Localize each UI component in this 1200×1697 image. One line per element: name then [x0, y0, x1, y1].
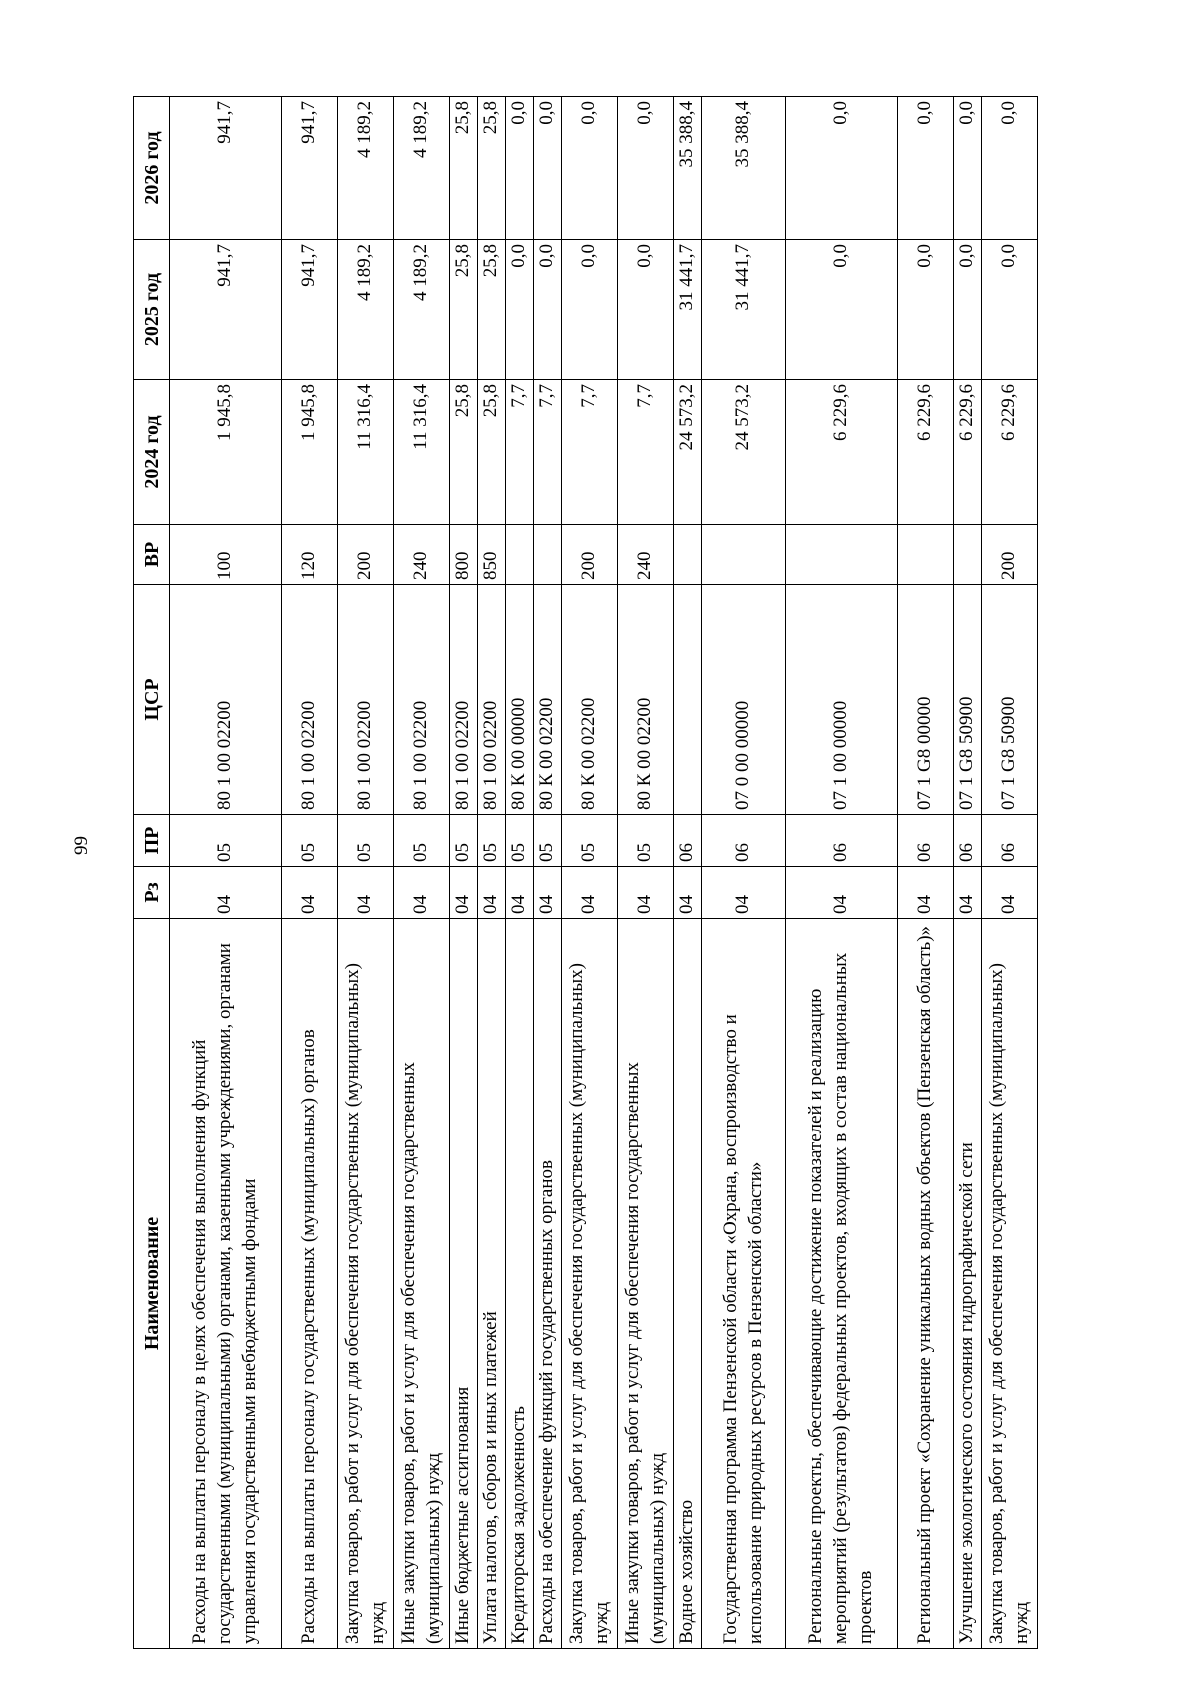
cell-rz: 04	[702, 867, 786, 919]
cell-2026: 35 388,4	[702, 97, 786, 240]
cell-2026: 25,8	[478, 97, 506, 240]
header-name: Наименование	[134, 919, 170, 1649]
cell-pr: 06	[674, 815, 702, 867]
cell-rz: 04	[450, 867, 478, 919]
cell-rz: 04	[954, 867, 982, 919]
cell-2026: 25,8	[450, 97, 478, 240]
cell-name: Иные закупки товаров, работ и услуг для обеспечения государственных (муниципальных) нужд	[618, 919, 674, 1649]
cell-rz: 04	[786, 867, 898, 919]
cell-name: Кредиторская задолженность	[506, 919, 534, 1649]
cell-csr: 07 1 G8 50900	[982, 585, 1038, 815]
cell-vr: 200	[982, 525, 1038, 585]
cell-rz: 04	[898, 867, 954, 919]
cell-name: Иные бюджетные ассигнования	[450, 919, 478, 1649]
cell-vr	[674, 525, 702, 585]
cell-pr: 06	[702, 815, 786, 867]
cell-2024: 6 229,6	[982, 380, 1038, 525]
table-row	[898, 97, 954, 1649]
cell-csr: 80 К 00 02200	[618, 585, 674, 815]
cell-rz: 04	[478, 867, 506, 919]
cell-2025: 0,0	[954, 240, 982, 380]
cell-csr: 07 1 G8 50900	[954, 585, 982, 815]
cell-name: Региональные проекты, обеспечивающие достижение показателей и реализацию мероприятий (результатов) федеральных проектов, входящих в состав национальных проектов	[786, 919, 898, 1649]
header-2026: 2026 год	[134, 97, 170, 240]
cell-name: Иные закупки товаров, работ и услуг для обеспечения государственных (муниципальных) нужд	[394, 919, 450, 1649]
cell-pr: 06	[786, 815, 898, 867]
cell-2025: 0,0	[534, 240, 562, 380]
cell-2026: 0,0	[562, 97, 618, 240]
header-pr: ПР	[134, 815, 170, 867]
cell-vr: 850	[478, 525, 506, 585]
cell-2024: 7,7	[534, 380, 562, 525]
cell-pr: 06	[954, 815, 982, 867]
table-row	[534, 97, 562, 1649]
cell-pr: 05	[170, 815, 282, 867]
cell-2026: 0,0	[618, 97, 674, 240]
table-row	[954, 97, 982, 1649]
header-csr: ЦСР	[134, 585, 170, 815]
cell-2025: 0,0	[898, 240, 954, 380]
cell-name: Улучшение экологического состояния гидрографической сети	[954, 919, 982, 1649]
table-row	[478, 97, 506, 1649]
cell-2025: 25,8	[478, 240, 506, 380]
cell-pr: 05	[478, 815, 506, 867]
cell-2024: 6 229,6	[954, 380, 982, 525]
cell-2024: 25,8	[450, 380, 478, 525]
cell-csr: 80 1 00 02200	[170, 585, 282, 815]
cell-pr: 06	[982, 815, 1038, 867]
cell-csr: 07 1 00 00000	[786, 585, 898, 815]
table-row	[674, 97, 702, 1649]
table-header-row	[134, 97, 170, 1649]
cell-csr: 80 1 00 02200	[394, 585, 450, 815]
table-row	[982, 97, 1038, 1649]
cell-name: Расходы на выплаты персоналу государственных (муниципальных) органов	[282, 919, 338, 1649]
cell-vr: 120	[282, 525, 338, 585]
cell-csr	[674, 585, 702, 815]
budget-table	[133, 96, 1038, 1649]
cell-pr: 06	[898, 815, 954, 867]
cell-2026: 4 189,2	[394, 97, 450, 240]
table-row	[618, 97, 674, 1649]
cell-2026: 941,7	[170, 97, 282, 240]
cell-csr: 80 1 00 02200	[450, 585, 478, 815]
cell-2025: 0,0	[618, 240, 674, 380]
table-row	[702, 97, 786, 1649]
cell-rz: 04	[618, 867, 674, 919]
cell-2024: 11 316,4	[338, 380, 394, 525]
cell-vr: 240	[394, 525, 450, 585]
cell-rz: 04	[562, 867, 618, 919]
cell-2024: 7,7	[618, 380, 674, 525]
cell-rz: 04	[674, 867, 702, 919]
cell-rz: 04	[394, 867, 450, 919]
table-row	[338, 97, 394, 1649]
cell-csr: 07 0 00 00000	[702, 585, 786, 815]
cell-2025: 941,7	[282, 240, 338, 380]
cell-name: Водное хозяйство	[674, 919, 702, 1649]
cell-pr: 05	[282, 815, 338, 867]
cell-rz: 04	[170, 867, 282, 919]
cell-pr: 05	[618, 815, 674, 867]
cell-2024: 24 573,2	[674, 380, 702, 525]
cell-csr: 80 1 00 02200	[282, 585, 338, 815]
cell-csr: 80 1 00 02200	[478, 585, 506, 815]
table-row	[450, 97, 478, 1649]
cell-2025: 0,0	[506, 240, 534, 380]
cell-2026: 0,0	[534, 97, 562, 240]
cell-vr: 800	[450, 525, 478, 585]
cell-rz: 04	[338, 867, 394, 919]
cell-2025: 0,0	[786, 240, 898, 380]
page-number: 99	[71, 836, 92, 855]
cell-csr: 80 К 00 02200	[562, 585, 618, 815]
cell-name: Расходы на выплаты персоналу в целях обеспечения выполнения функций государственными (муниципальными) органами, казенными учреждениями, органами управления государственными внебюджетными фондами	[170, 919, 282, 1649]
table-row	[506, 97, 534, 1649]
cell-2024: 25,8	[478, 380, 506, 525]
cell-csr: 80 К 00 02200	[534, 585, 562, 815]
cell-2025: 0,0	[982, 240, 1038, 380]
cell-2025: 31 441,7	[702, 240, 786, 380]
cell-vr	[954, 525, 982, 585]
table-row	[394, 97, 450, 1649]
cell-rz: 04	[282, 867, 338, 919]
table-row	[786, 97, 898, 1649]
cell-vr: 200	[338, 525, 394, 585]
cell-name: Государственная программа Пензенской области «Охрана, воспроизводство и использование природных ресурсов в Пензенской области»	[702, 919, 786, 1649]
cell-2025: 0,0	[562, 240, 618, 380]
cell-csr: 80 К 00 00000	[506, 585, 534, 815]
cell-2025: 25,8	[450, 240, 478, 380]
cell-2024: 6 229,6	[786, 380, 898, 525]
cell-vr	[786, 525, 898, 585]
cell-2026: 4 189,2	[338, 97, 394, 240]
cell-2025: 4 189,2	[394, 240, 450, 380]
cell-vr: 100	[170, 525, 282, 585]
table-row	[562, 97, 618, 1649]
cell-name: Закупка товаров, работ и услуг для обеспечения государственных (муниципальных) нужд	[562, 919, 618, 1649]
cell-2024: 1 945,8	[282, 380, 338, 525]
cell-csr: 80 1 00 02200	[338, 585, 394, 815]
cell-csr: 07 1 G8 00000	[898, 585, 954, 815]
cell-2026: 0,0	[982, 97, 1038, 240]
header-vr: ВР	[134, 525, 170, 585]
header-2025: 2025 год	[134, 240, 170, 380]
cell-2026: 0,0	[954, 97, 982, 240]
cell-vr: 200	[562, 525, 618, 585]
cell-2026: 0,0	[898, 97, 954, 240]
cell-pr: 05	[562, 815, 618, 867]
cell-vr	[702, 525, 786, 585]
cell-rz: 04	[506, 867, 534, 919]
cell-vr: 240	[618, 525, 674, 585]
header-2024: 2024 год	[134, 380, 170, 525]
cell-name: Расходы на обеспечение функций государственных органов	[534, 919, 562, 1649]
cell-2025: 941,7	[170, 240, 282, 380]
header-rz: Рз	[134, 867, 170, 919]
cell-name: Региональный проект «Сохранение уникальных водных объектов (Пензенская область)»	[898, 919, 954, 1649]
cell-name: Уплата налогов, сборов и иных платежей	[478, 919, 506, 1649]
table-row	[282, 97, 338, 1649]
cell-vr	[534, 525, 562, 585]
cell-2024: 6 229,6	[898, 380, 954, 525]
cell-name: Закупка товаров, работ и услуг для обеспечения государственных (муниципальных) нужд	[982, 919, 1038, 1649]
cell-pr: 05	[506, 815, 534, 867]
cell-name: Закупка товаров, работ и услуг для обеспечения государственных (муниципальных) нужд	[338, 919, 394, 1649]
cell-pr: 05	[534, 815, 562, 867]
cell-vr	[898, 525, 954, 585]
cell-2024: 11 316,4	[394, 380, 450, 525]
cell-2025: 31 441,7	[674, 240, 702, 380]
cell-2026: 941,7	[282, 97, 338, 240]
cell-2024: 24 573,2	[702, 380, 786, 525]
cell-2026: 0,0	[786, 97, 898, 240]
cell-2025: 4 189,2	[338, 240, 394, 380]
cell-pr: 05	[450, 815, 478, 867]
cell-pr: 05	[394, 815, 450, 867]
rotated-table-container	[133, 97, 1035, 1649]
cell-2026: 0,0	[506, 97, 534, 240]
cell-rz: 04	[982, 867, 1038, 919]
cell-2026: 35 388,4	[674, 97, 702, 240]
cell-pr: 05	[338, 815, 394, 867]
cell-2024: 1 945,8	[170, 380, 282, 525]
table-row	[170, 97, 282, 1649]
cell-vr	[506, 525, 534, 585]
cell-2024: 7,7	[506, 380, 534, 525]
cell-rz: 04	[534, 867, 562, 919]
cell-2024: 7,7	[562, 380, 618, 525]
